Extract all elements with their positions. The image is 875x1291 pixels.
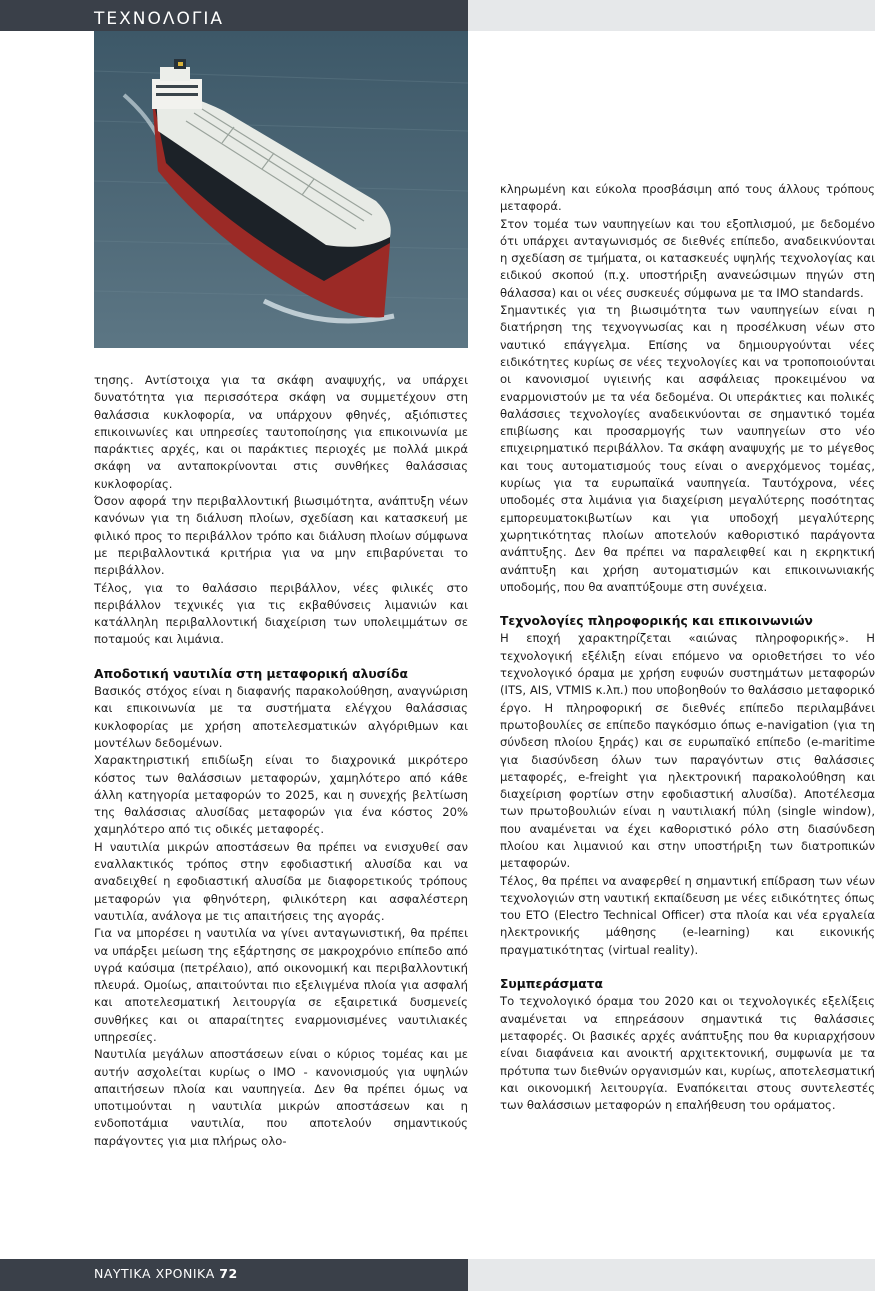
paragraph: τησης. Αντίστοιχα για τα σκάφη αναψυχής, να υπάρχει δυνατότητα για περισσότερα σκάφη να συμμετέχουν στη θαλάσσια κυκλοφορία, να υπάρχουν φθηνές, αξιόπιστες επικοινωνίες και υπηρεσίες ταυτοποίησης για επικοινωνία με παράκτιες αρχές, και οι παράκτιες περιοχές με πολλά μικρά σκάφη να ανταποκρίνονται στις συνθήκες θαλάσσιας κυκλοφορίας. (94, 373, 468, 491)
paragraph: Το τεχνολογικό όραμα του 2020 και οι τεχνολογικές εξελίξεις αναμένεται να επηρεάσουν σημαντικά τις θαλάσσιες μεταφορές. Οι βασικές αρχές ανάπτυξης που θα κυριαρχήσουν είναι διαφάνεια και ανοικτή αρχιτεκτονική, συμφωνία με τα πρότυπα των διεθνών οργανισμών και, κυρίως, αποτελεσματική και οικονομική λειτουργία. Εναπόκειται στους συντελεστές των θαλάσσιων μεταφορών η επαλήθευση του οράματος. (500, 994, 875, 1113)
right-column (500, 181, 875, 1114)
section-title: ΤΕΧΝΟΛΟΓΙΑ (94, 9, 224, 29)
paragraph: Τέλος, για το θαλάσσιο περιβάλλον, νέες φιλικές στο περιβάλλον τεχνικές για τις εκβαθύνσεις λιμανιών και κατάλληλη περιβαλλοντική διαχείριση των υπολειμμάτων σε ποταμούς και λιμάνια. (94, 580, 468, 647)
publication-name: ΝΑΥΤΙΚΑ ΧΡΟΝΙΚΑ (94, 1266, 215, 1281)
header-band (0, 0, 468, 31)
oil-tanker-photo (94, 31, 468, 348)
page-number: 72 (219, 1266, 238, 1281)
paragraph: Για να μπορέσει η ναυτιλία να γίνει ανταγωνιστική, θα πρέπει να υπάρξει μείωση της εξάρτησης σε μακροχρόνιο επίπεδο από υγρά καύσιμα (πετρέλαιο), από οικονομική και περιβαλλοντική πλευρά. Ομοίως, απαιτούνται πιο εξελιγμένα πλοία για ασφαλή και αποτελεσματική λειτουργία σε εξαιρετικά δυσμενείς συνθήκες και οι απαραίτητες εναρμονισμένες ναυτιλιακές υπηρεσίες. (94, 926, 468, 1044)
left-column (94, 372, 468, 1150)
paragraph: Τέλος, θα πρέπει να αναφερθεί η σημαντική επίδραση των νέων τεχνολογιών στη ναυτική εκπαίδευση με νέες ειδικότητες όπως του ETO (Electro Technical Officer) στα πλοία και νέα εργαλεία ηλεκτρονικής μάθησης (e-learning) και εικονικής πραγματικότητας (virtual reality). (500, 873, 875, 957)
paragraph: Χαρακτηριστική επιδίωξη είναι το διαχρονικά μικρότερο κόστος των θαλάσσιων μεταφορών, χαμηλότερο από κάθε άλλη κατηγορία μεταφορών το 2025, και η συνεχής βελτίωση της θαλάσσιας αλυσίδας μεταφορών για ένα κόστος 20% χαμηλότερο από τις οδικές μεταφορές. (94, 753, 468, 837)
footer-band-accent (468, 1259, 875, 1291)
paragraph: Ναυτιλία μεγάλων αποστάσεων είναι ο κύριος τομέας και με αυτήν ασχολείται κυρίως ο IMO - κανονισμούς για υψηλών απαιτήσεων πλοία και ναυπηγεία. Δεν θα πρέπει όμως να υποτιμούνται η ναυτιλία μικρών αποστάσεων και η ενδοποτάμια ναυτιλία, που αποτελούν σημαντικούς παράγοντες για μια πλήρως ολο- (94, 1047, 468, 1148)
section-heading: Συμπεράσματα (500, 977, 603, 992)
paragraph: Η εποχή χαρακτηρίζεται «αιώνας πληροφορικής». Η τεχνολογική εξέλιξη είναι επόμενο να οριοθετήσει το νέο τεχνολογικό όραμα με χρήση ευφυών συστημάτων μεταφορών (ITS, AIS, VTMIS κ.λπ.) που υποβοηθούν το θαλάσσιο μεταφορικό έργο. Η πληροφορική σε διεθνές επίπεδο περιλαμβάνει πρωτοβουλίες σε επίπεδο παγκόσμιο όπως e-navigation (για τη σύνδεση πλοίου ξηράς) και σε ευρωπαϊκό επίπεδο (e-maritime για διασύνδεση όλων των παραγόντων στις θαλάσσιες μεταφορές, e-freight για ηλεκτρονική παρακολούθηση και διαχείριση φορτίων στην εφοδιαστική αλυσίδα). Αποτέλεσμα των πρωτοβουλιών είναι η ναυτιλιακή πύλη (single window), που αναμένεται να έχει καθοριστικό ρόλο στη διασύνδεση πλοίου και λιμανιού και στην υποστήριξη των διατροπικών μεταφορών. (500, 631, 875, 871)
paragraph: Στον τομέα των ναυπηγείων και του εξοπλισμού, με δεδομένο ότι υπάρχει ανταγωνισμός σε διεθνές επίπεδο, αναδεικνύονται η σχεδίαση σε τμήματα, οι κατασκευές υψηλής τεχνολογίας και ειδικού σκοπού (π.χ. υποστήριξη ανανεώσιμων πηγών στη θάλασσα) και οι νέες συσκευές σύμφωνα με τα IMO standards. (500, 216, 875, 300)
paragraph: κληρωμένη και εύκολα προσβάσιμη από τους άλλους τρόπους μεταφορά. (500, 182, 875, 214)
paragraph: Σημαντικές για τη βιωσιμότητα των ναυπηγείων είναι η διατήρηση της τεχνογνωσίας και η προσέλκυση νέων στο ναυτικό επάγγελμα. Επίσης να δημιουργούνται νέες ειδικότητες κυρίως σε νέες τεχνολογίες και να τροποποιούνται οι κανονισμοί υγιεινής και ασφάλειας προκειμένου να εναρμονιστούν με τα νέα δεδομένα. Οι υπεράκτιες και πολικές θαλάσσιες τεχνολογίες αναδεικνύονται σε σημαντικό τομέα επιβίωσης και προσαρμογής των ναυπηγείων στο νέο επιχειρηματικό περιβάλλον. Τα σκάφη αναψυχής με το μέγεθος και τους αυτοματισμούς τους είναι ο ανερχόμενος τομέας, κυρίως για τα ευρωπαϊκά ναυπηγεία. Ταυτόχρονα, νέες υποδομές στα λιμάνια για διαχείριση μεγαλύτερης ποσότητας εμπορευματοκιβωτίων και για υποδοχή μεγαλύτερης χωρητικότητας πλοίων αποτελούν καθοριστικό παράγοντα ανάπτυξης. Δεν θα πρέπει να παραλειφθεί και η εκρηκτική ανάπτυξη και χρήση αυτοματισμών και επικοινωνιακής υποδομής, που θα αναπτύξουμε στη συνέχεια. (500, 303, 875, 594)
paragraph: Βασικός στόχος είναι η διαφανής παρακολούθηση, αναγνώριση και επικοινωνία με τα συστήματα ελέγχου θαλάσσιας κυκλοφορίας με χρήση αποτελεσματικών αλγόριθμων και μοντέλων δεδομένων. (94, 684, 468, 750)
section-heading: Αποδοτική ναυτιλία στη μεταφορική αλυσίδα (94, 666, 408, 681)
paragraph: Όσον αφορά την περιβαλλοντική βιωσιμότητα, ανάπτυξη νέων κανόνων για τη διάλυση πλοίων, σχεδίαση και κατασκευή με φιλικό προς το περιβάλλον τρόπο και διάλυση πλοίων σύμφωνα με περιβαλλοντικά κριτήρια για να μην επιβαρύνεται το περιβάλλον. (94, 494, 468, 578)
footer (94, 1266, 238, 1281)
section-heading: Τεχνολογίες πληροφορικής και επικοινωνιών (500, 614, 813, 629)
header-band-accent (468, 0, 875, 31)
paragraph: Η ναυτιλία μικρών αποστάσεων θα πρέπει να ενισχυθεί σαν εναλλακτικός τρόπος στην εφοδιαστική αλυσίδα και να αναδειχθεί η εφοδιαστική αλυσίδα με διαφορετικούς τρόπους μεταφορών για φθηνότερη, φιλικότερη και ασφαλέστερη ναυτιλία, ανάλογα με τις απαιτήσεις της αγοράς. (94, 839, 468, 923)
